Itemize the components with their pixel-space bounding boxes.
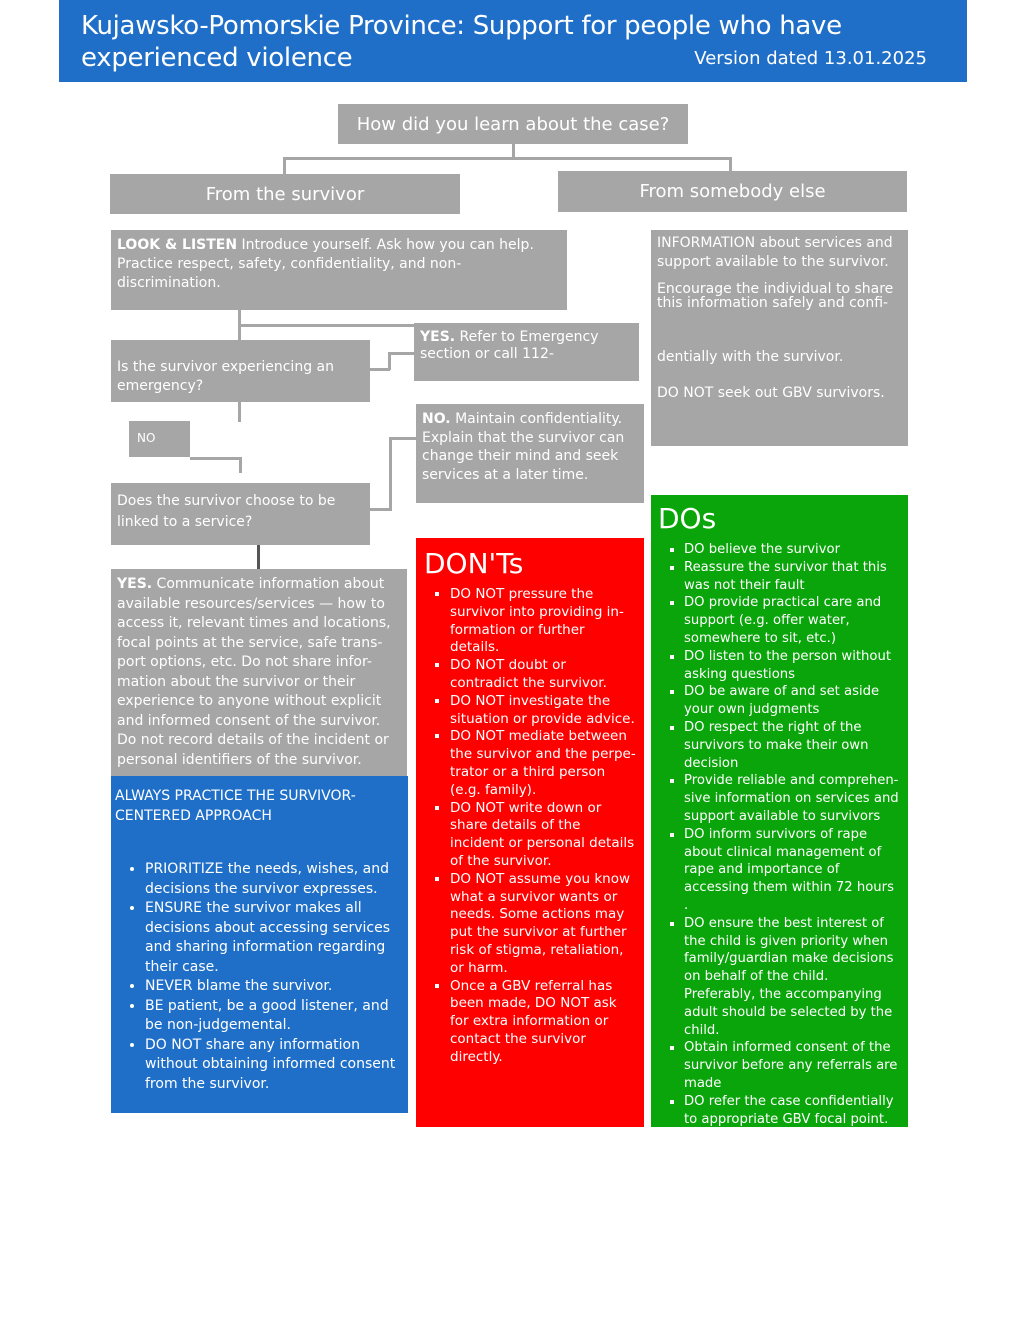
donts-panel bbox=[416, 538, 644, 1127]
connector bbox=[370, 368, 390, 371]
list-item: ▪ DO NOT assume you know what a survivor wants or needs. Some actions may put the survivor at further risk of stigma, retaliation, or harm. bbox=[450, 871, 638, 978]
linked-question-box bbox=[111, 483, 370, 545]
donts-title: DON'Ts bbox=[424, 547, 524, 580]
somebody-else-p2: Encourage the individual to share this information safely and confi- bbox=[657, 281, 894, 311]
header-banner bbox=[59, 0, 967, 82]
list-item: ▪ Reassure the survivor that this was not their fault bbox=[684, 559, 902, 595]
branch-from-survivor bbox=[110, 174, 460, 214]
list-item: ▪ DO listen to the person without asking questions bbox=[684, 648, 902, 684]
list-item: ▪ DO NOT mediate between the survivor and the perpe-trator or a third person (e.g. family). bbox=[450, 728, 638, 799]
list-item: ▪ DO be aware of and set aside your own judgments bbox=[684, 683, 902, 719]
always-practice-list bbox=[115, 860, 402, 1094]
emergency-question-text: Is the survivor experiencing an emergency? bbox=[117, 359, 334, 394]
list-item: ▪ DO NOT doubt or contradict the survivor. bbox=[450, 657, 638, 693]
somebody-else-info-box bbox=[651, 230, 908, 446]
list-item: • BE patient, be a good listener, and be non-judgemental. bbox=[145, 997, 402, 1036]
question-text: How did you learn about the case? bbox=[356, 113, 670, 135]
list-item: ▪ DO ensure the best interest of the child is given priority when family/guardian make decisions on behalf of the child. Preferably, the accompanying adult should be selected by the child. bbox=[684, 915, 902, 1040]
yes-communicate-lead: YES. bbox=[117, 576, 153, 592]
dos-title: DOs bbox=[658, 502, 717, 535]
list-item: ▪ DO respect the right of the survivors to make their own decision bbox=[684, 719, 902, 772]
list-item: • NEVER blame the survivor. bbox=[145, 977, 402, 997]
connector bbox=[257, 545, 260, 569]
connector bbox=[388, 352, 416, 355]
somebody-else-p4: DO NOT seek out GBV survivors. bbox=[657, 385, 885, 401]
connector bbox=[239, 457, 242, 473]
branch-from-somebody-else-label: From somebody else bbox=[639, 181, 826, 202]
list-item: ▪ DO provide practical care and support (e.g. offer water, somewhere to sit, etc.) bbox=[684, 594, 902, 647]
connector bbox=[512, 144, 515, 158]
page-title: Kujawsko-Pomorskie Province: Support for people who have experienced violence bbox=[81, 11, 842, 73]
somebody-else-p3: dentially with the survivor. bbox=[657, 349, 844, 365]
list-item: ▪ DO NOT pressure the survivor into providing in-formation or further details. bbox=[450, 586, 638, 657]
always-practice-title: ALWAYS PRACTICE THE SURVIVOR-CENTERED APPROACH bbox=[115, 788, 356, 824]
connector bbox=[283, 157, 731, 160]
somebody-else-p1: INFORMATION about services and support available to the survivor. bbox=[657, 235, 893, 270]
no-confidentiality-lead: NO. bbox=[422, 411, 451, 427]
list-item: ▪ DO NOT investigate the situation or provide advice. bbox=[450, 693, 638, 729]
list-item: • PRIORITIZE the needs, wishes, and decisions the survivor expresses. bbox=[145, 860, 402, 899]
version-date: Version dated 13.01.2025 bbox=[694, 48, 927, 69]
look-listen-lead: LOOK & LISTEN bbox=[117, 237, 238, 253]
connector bbox=[283, 157, 286, 175]
no-label-box bbox=[129, 421, 190, 457]
connector bbox=[190, 457, 242, 460]
branch-from-somebody-else bbox=[558, 171, 907, 212]
list-item: ▪ Obtain informed consent of the survivor before any referrals are made bbox=[684, 1039, 902, 1092]
connector bbox=[238, 402, 241, 422]
no-confidentiality-box bbox=[416, 404, 644, 503]
no-label-text: NO bbox=[137, 431, 156, 445]
dos-list bbox=[658, 541, 902, 1128]
question-box bbox=[338, 104, 688, 144]
yes-communicate-box bbox=[111, 569, 407, 776]
look-listen-box bbox=[111, 230, 567, 310]
connector bbox=[389, 437, 392, 511]
list-item: ▪ Provide reliable and comprehen-sive information on services and support available to survivors bbox=[684, 772, 902, 825]
yes-communicate-text: Communicate information about available resources/services — how to access it, relevant times and locations, focal points at the service, safe trans-port options, etc. Do not share infor-mation about the survivor or their experience to anyone without explicit and informed consent of the survivor. Do not record details of the incident or personal identifiers of the survivor. bbox=[117, 576, 391, 768]
connector bbox=[389, 437, 416, 440]
list-item: • DO NOT share any information without obtaining informed consent from the survivor. bbox=[145, 1036, 402, 1095]
branch-from-survivor-label: From the survivor bbox=[205, 183, 365, 205]
donts-list bbox=[424, 586, 638, 1067]
list-item: ▪ DO inform survivors of rape about clinical management of rape and importance of accessing them within 72 hours . bbox=[684, 826, 902, 915]
list-item: • ENSURE the survivor makes all decisions about accessing services and sharing information regarding their case. bbox=[145, 899, 402, 977]
yes-emergency-text: Refer to Emergency section or call 112- bbox=[420, 329, 599, 362]
no-confidentiality-text: Maintain confidentiality. Explain that the survivor can change their mind and seek services at a later time. bbox=[422, 411, 625, 483]
always-practice-panel bbox=[111, 776, 408, 1113]
emergency-question-box bbox=[111, 340, 370, 402]
yes-emergency-lead: YES. bbox=[420, 329, 456, 345]
list-item: ▪ DO believe the survivor bbox=[684, 541, 902, 559]
linked-question-text: Does the survivor choose to be linked to a service? bbox=[117, 493, 336, 530]
look-listen-text: Introduce yourself. Ask how you can help. Practice respect, safety, confidentiality, and non-discrimination. bbox=[117, 237, 534, 291]
list-item: ▪ DO NOT write down or share details of the incident or personal details of the survivor. bbox=[450, 800, 638, 871]
list-item: ▪ Once a GBV referral has been made, DO NOT ask for extra information or contact the survivor directly. bbox=[450, 978, 638, 1067]
dos-panel bbox=[651, 495, 908, 1127]
yes-emergency-box bbox=[414, 323, 639, 381]
list-item: ▪ DO refer the case confidentially to appropriate GBV focal point. bbox=[684, 1093, 902, 1129]
connector bbox=[238, 324, 416, 327]
